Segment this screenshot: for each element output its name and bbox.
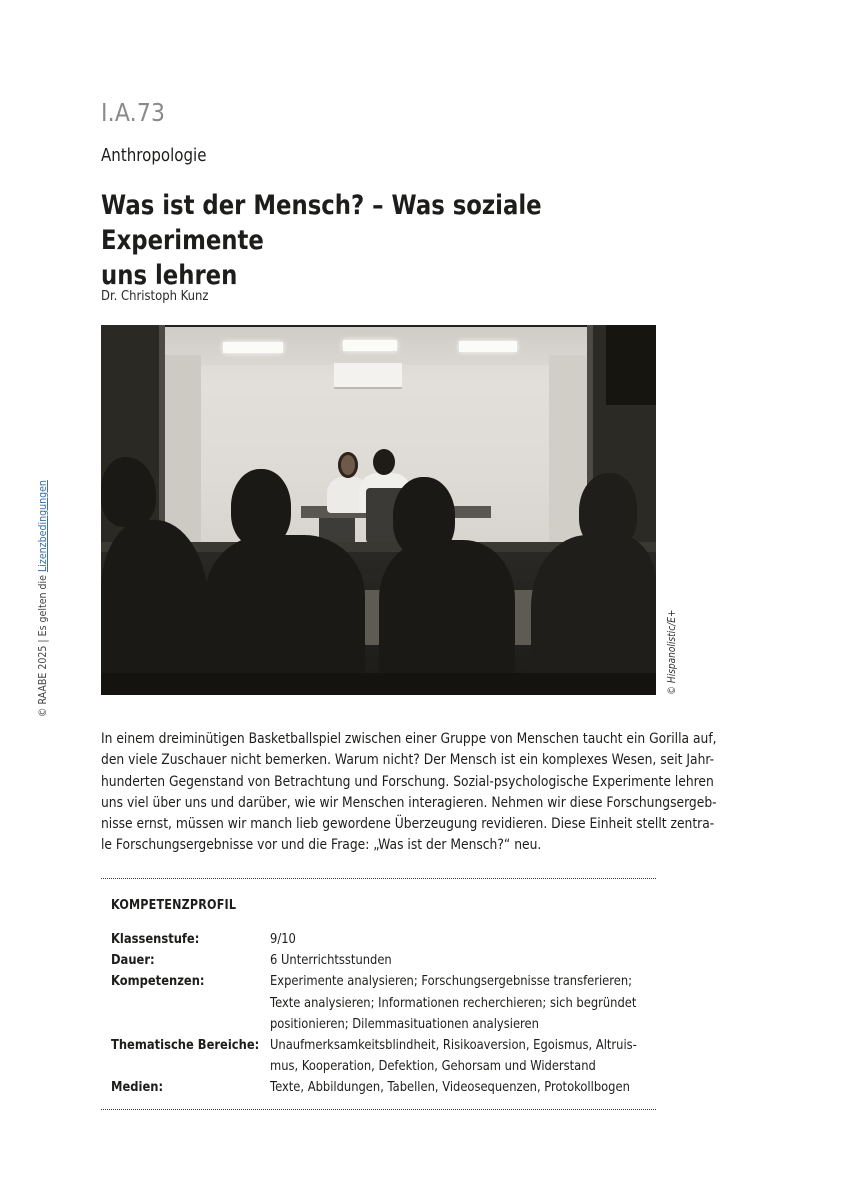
ceiling-light: [343, 340, 397, 351]
ceiling-light: [459, 341, 517, 352]
profile-row-topics: [111, 1035, 711, 1077]
divider-bottom: [101, 1109, 656, 1110]
title-line: uns lehren: [101, 260, 238, 291]
author-name: Dr. Christoph Kunz: [101, 288, 209, 304]
intro-line: nisse ernst, müssen wir manch lieb gewordene Überzeugung revidieren. Diese Einheit stellt zentra-: [101, 816, 715, 833]
intro-line: hunderten Gegenstand von Betrachtung und Forschung. Sozial-psychologische Experimente lehren: [101, 773, 714, 790]
profile-row-competences: [111, 971, 711, 1035]
profile-label: Medien:: [111, 1080, 164, 1096]
profile-row-grade: [111, 929, 711, 950]
cover-photo: [101, 325, 656, 695]
profile-row-duration: [111, 950, 711, 971]
profile-value: Texte, Abbildungen, Tabellen, Videosequenzen, Protokollbogen: [270, 1080, 630, 1096]
participant-figure: [373, 449, 395, 475]
profile-value: Experimente analysieren; Forschungsergebnisse transferieren; Texte analysieren; Informationen recherchieren; sich begründet positionieren; Dilemmasituationen analysieren: [270, 974, 637, 1032]
profile-label: Klassenstufe:: [111, 932, 200, 947]
title-line: Was ist der Mensch? – Was soziale Experimente: [101, 190, 542, 256]
competence-profile: [111, 929, 711, 1099]
side-copyright-notice: [36, 442, 49, 717]
license-terms-link[interactable]: Lizenzbedingungen: [36, 480, 49, 573]
profile-label: Thematische Bereiche:: [111, 1038, 260, 1054]
participant-figure: [338, 452, 358, 478]
intro-line: le Forschungsergebnisse vor und die Frage: „Was ist der Mensch?“ neu.: [101, 837, 542, 854]
profile-heading: KOMPETENZPROFIL: [111, 898, 237, 913]
unit-code: I.A.73: [101, 98, 166, 127]
intro-line: In einem dreiminütigen Basketballspiel zwischen einer Gruppe von Menschen taucht ein Gorilla auf,: [101, 731, 717, 747]
profile-value: 6 Unterrichtsstunden: [270, 953, 392, 969]
profile-label: Dauer:: [111, 953, 155, 969]
profile-label: Kompetenzen:: [111, 974, 205, 990]
page-title: [101, 188, 651, 293]
subject-label: Anthropologie: [101, 146, 207, 166]
profile-value: 9/10: [270, 932, 296, 947]
intro-line: uns viel über uns und darüber, wie wir Menschen interagieren. Nehmen wir diese Forschungsergeb-: [101, 794, 717, 811]
copyright-text: © RAABE 2025 | Es gelten die: [36, 572, 49, 717]
intro-line: den viele Zuschauer nicht bemerken. Warum nicht? Der Mensch ist ein komplexes Wesen, seit Jahr-: [101, 752, 715, 769]
photo-credit: © Hispanolistic/E+: [666, 609, 678, 695]
divider-top: [101, 878, 656, 879]
intro-paragraph: [101, 729, 717, 857]
profile-row-media: [111, 1077, 711, 1098]
profile-value: Unaufmerksamkeitsblindheit, Risikoaversion, Egoismus, Altruis- mus, Kooperation, Defektion, Gehorsam und Widerstand: [270, 1038, 637, 1075]
air-conditioner: [334, 363, 402, 389]
ceiling-light: [223, 342, 283, 353]
